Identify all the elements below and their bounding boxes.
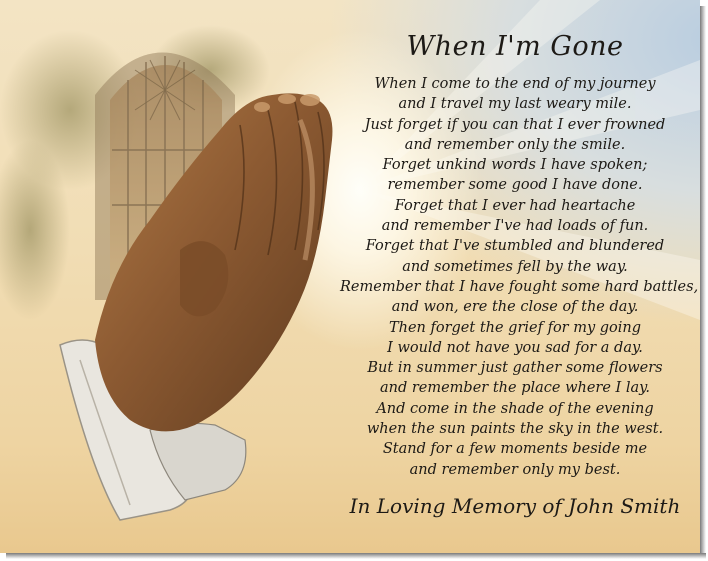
poem-line: But in summer just gather some flowers — [367, 360, 663, 377]
poem-line: Remember that I have fought some hard battles, — [340, 278, 699, 295]
poem-line: and remember I've had loads of fun. — [381, 218, 649, 235]
poem-line: and remember the place where I lay. — [379, 380, 651, 397]
poem-line: Forget that I've stumbled and blundered — [365, 238, 665, 255]
poem-line: and remember only my best. — [409, 461, 621, 478]
poem-title: When I'm Gone — [406, 31, 624, 62]
poem-line: Just forget if you can that I ever frowned — [364, 116, 666, 133]
poem-line: And come in the shade of the evening — [376, 400, 654, 417]
poem-line: When I come to the end of my journey — [374, 76, 656, 92]
poem-line: and remember only the smile. — [404, 136, 626, 153]
poem-line: Forget that I ever had heartache — [394, 197, 636, 214]
poem-line: remember some good I have done. — [387, 177, 643, 194]
card-shadow-right — [700, 6, 706, 557]
poem-line: and won, ere the close of the day. — [391, 299, 639, 316]
dedication: In Loving Memory of John Smith — [349, 493, 681, 518]
poem-line: I would not have you sad for a day. — [387, 339, 643, 356]
poem-line: and I travel my last weary mile. — [398, 96, 632, 113]
poem-line: and sometimes fell by the way. — [402, 258, 628, 275]
poem-line: when the sun paints the sky in the west. — [366, 421, 664, 438]
poem-line: Then forget the grief for my going — [388, 319, 642, 336]
poem-line: Forget unkind words I have spoken; — [382, 157, 648, 174]
card-shadow-bottom — [6, 553, 706, 559]
poem-block — [340, 30, 699, 518]
poem-lines — [340, 74, 699, 480]
poem-line: Stand for a few moments beside me — [382, 441, 648, 458]
